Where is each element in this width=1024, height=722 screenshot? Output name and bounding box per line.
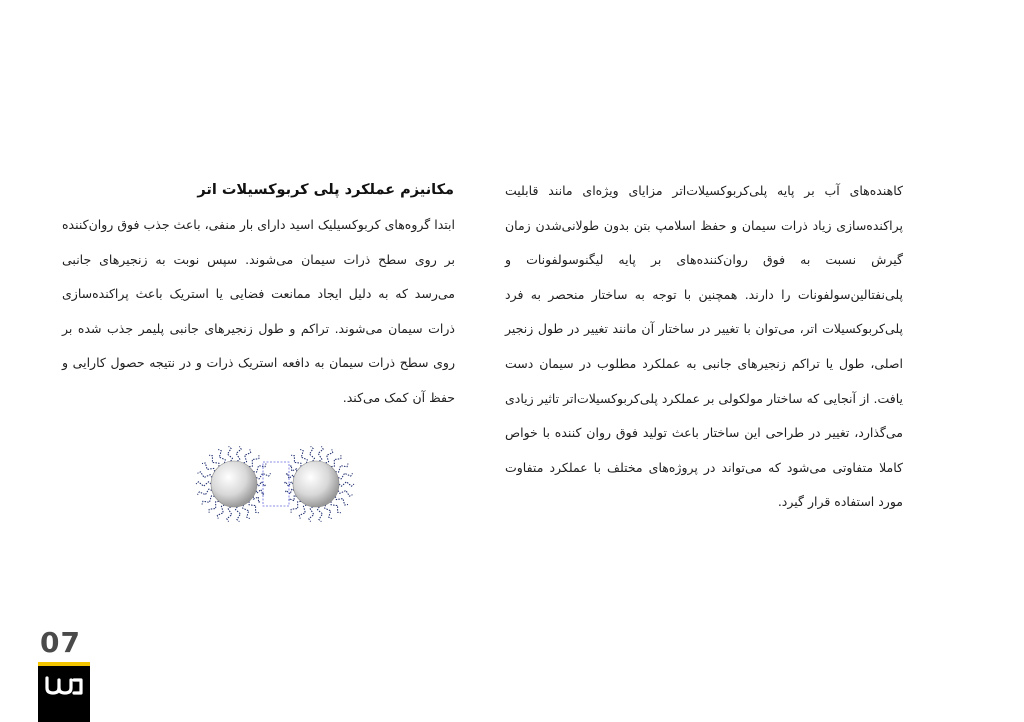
polymer-side-chain [285,473,294,478]
polymer-side-chain [299,505,306,519]
polymer-side-chain [331,455,341,466]
polymer-side-chain [309,507,314,522]
polymer-side-chain [202,463,215,472]
interaction-zone-box [263,462,289,506]
polymer-side-chain [300,449,307,463]
particle-diagram [192,440,356,530]
polymer-side-chain [338,491,352,497]
polymer-side-chain [285,489,294,494]
polymer-side-chain [310,446,315,461]
polymer-side-chain [289,495,297,501]
polymer-side-chain [196,482,211,486]
polymer-side-chain [243,505,250,519]
polymer-side-chain [217,505,224,519]
polymer-side-chain [253,496,261,502]
polymer-side-chain [291,501,301,512]
polymer-side-chain [284,482,293,486]
polymer-side-chain [331,501,341,512]
polymer-side-chain [209,455,219,466]
left-cement-particle [211,461,257,507]
page-number: 07 [40,626,81,659]
polymer-side-chain [236,507,241,522]
polymer-side-chain [325,505,332,519]
polymer-side-chain [335,496,348,505]
polymer-side-chain [244,449,251,463]
polymer-side-chain [289,466,297,472]
polymer-side-chain [338,473,352,479]
polymer-side-chain [209,501,219,512]
polymer-side-chain [218,449,225,463]
polymer-side-chain [257,482,266,486]
section-heading: مکانیزم عملکرد پلی کربوکسیلات اتر [197,182,454,198]
polymer-side-chain [339,482,354,486]
polymer-side-chain [236,446,241,461]
polymer-side-chain [249,501,259,512]
polymer-side-chain [326,449,333,463]
polymer-side-chain [318,446,323,461]
polymer-side-chain [202,496,215,505]
polymer-side-chain [253,464,266,473]
polymer-side-chain [227,507,232,522]
polymer-side-chain [228,446,233,461]
polymer-side-chain [198,489,212,495]
polymer-side-chain [198,472,212,478]
right-column-paragraph: کاهنده‌های آب بر پایه پلی‌کربوکسیلات‌اتر مزایای ویژه‌ای مانند قابلیت پراکنده‌سازی زیاد ذرات سیمان و حفظ اسلامپ بتن بدون طولانی‌شدن زمان گیرش نسبت به فوق روان‌کننده‌های بر پایه لیگنوسولفونات و پلی‌نفتالین‌سولفونات را دارند. همچنین با توجه به ساختار منحصر به فرد پلی‌کربوکسیلات اتر، می‌توان با تغییر در ساختار آن مانند تغییر در طول زنجیر اصلی، طول یا تراکم زنجیرهای جانبی به عملکرد مطلوب در سیمان دست یافت. از آنجایی که ساختار مولکولی بر عملکرد پلی‌کربوکسیلات‌اتر تاثیر زیادی می‌گذارد، تغییر در طراحی این ساختار باعث تولید فوق روان کننده با خواص کاملا متفاوتی می‌شود که می‌تواند در پروژه‌های مختلف با عملکرد متفاوت مورد استفاده قرار گیرد. [505,183,903,510]
polymer-side-chain [256,490,265,495]
brand-logo [38,662,90,722]
left-column-paragraph: ابتدا گروه‌های کربوکسیلیک اسید دارای بار منفی، باعث جذب فوق روان‌کننده بر روی سطح ذرات سیمان می‌شوند. سپس نوبت به زنجیرهای جانبی می‌رسد که به دلیل ایجاد ممانعت فضایی یا استریک باعث پراکنده‌سازی ذرات سیمان می‌شوند. تراکم و طول زنجیرهای جانبی پلیمر جذب شده بر روی سطح ذرات سیمان به دافعه استریک ذرات و در نتیجه حصول کارایی و حفظ آن کمک می‌کند. [62,217,455,405]
polymer-side-chain [249,455,259,466]
polymer-side-chain [335,464,348,473]
right-cement-particle [293,461,339,507]
polymer-side-chain [318,507,323,522]
polymer-side-chain [291,455,301,466]
steric-repulsion-figure [192,440,356,530]
brand-logo-icon [44,674,84,698]
